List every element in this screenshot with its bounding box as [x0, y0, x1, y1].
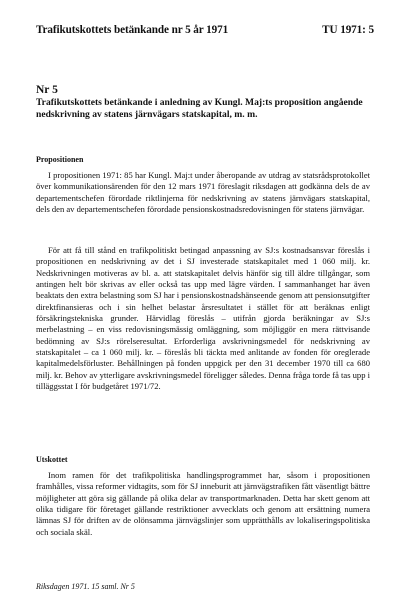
report-title: Trafikutskottets betänkande i anledning av Kungl. Maj:ts proposition angående nedskrivning av statens järnvägars statskapital, m. m.: [36, 97, 363, 120]
propositionen-paragraph-2: För att få till stånd en trafikpolitiskt betingad anpassning av SJ:s kostnadsansvar föreslås i propositionen en nedskrivning av det i SJ investerade statskapitalet med 1 060 milj. kr. Nedskrivningen motiveras av bl. a. att statskapitalet delvis hänför sig till äldre tillgångar, som antingen helt bör skrivas av eller också tas upp med lägre värden. I sammanhanget har även beaktats den extra belastning som SJ har i pensionskostnadshänseende genom att pensionsutgifter direktfinansieras och i sin helhet belastar årsresultatet i stället för att beräknas enligt försäkringstekniska grunder. Härvidlag föreslås – utifrån gjorda beräkningar av SJ:s merbelastning – en viss redovisningsmässig omläggning, som möjliggör en mera rättvisande bedömning av SJ:s rörelseresultat. Erforderliga avskrivningsmedel för nedskrivning av statskapitalet – ca 1 060 milj. kr. – föreslås bli täckta med anlitande av fonden för oreglerade kapitalmedelsförluster. Behållningen på fonden uppgick per den 31 december 1970 till ca 680 milj. kr. Behov av ytterligare avskrivningsmedel föreligger således. Denna fråga torde få tas upp i tilläggsstat I för budgetåret 1971/72.: [36, 245, 370, 392]
header-report-title: Trafikutskottets betänkande nr 5 år 1971: [36, 24, 229, 36]
page-header: [36, 24, 374, 38]
header-report-code: TU 1971: 5: [322, 24, 374, 36]
propositionen-paragraph-1: I propositionen 1971: 85 har Kungl. Maj:t under åberopande av utdrag av statsrådsprotokollet över kommunikationsärenden för den 12 mars 1971 föreslagit riksdagen att godkänna dels de av departementschefen förordade riktlinjerna för nedskrivning av statens järnvägars statskapital, dels den av departementschefen förordade pensionskostnadsredovisningen för statens järnvägar.: [36, 170, 370, 215]
section-heading-utskottet: Utskottet: [36, 455, 68, 464]
utskottet-paragraph-1: Inom ramen för det trafikpolitiska handlingsprogrammet har, såsom i propositionen framhålles, vissa reformer vidtagits, som för SJ inneburit att järnvägstrafiken fått väsentligt bättre möjligheter att göra sig gällande på olika delar av transportmarknaden. Detta har skett genom att olika tidigare för företaget gällande restriktioner avvecklats och genom att ersättning numera lämnas SJ för driften av de olönsamma järnvägslinjer som upprätthålls av lokaliseringspolitiska och sociala skäl.: [36, 470, 370, 537]
page-footer: Riksdagen 1971. 15 saml. Nr 5: [36, 582, 135, 591]
section-heading-propositionen: Propositionen: [36, 155, 84, 164]
report-number: Nr 5: [36, 84, 58, 96]
